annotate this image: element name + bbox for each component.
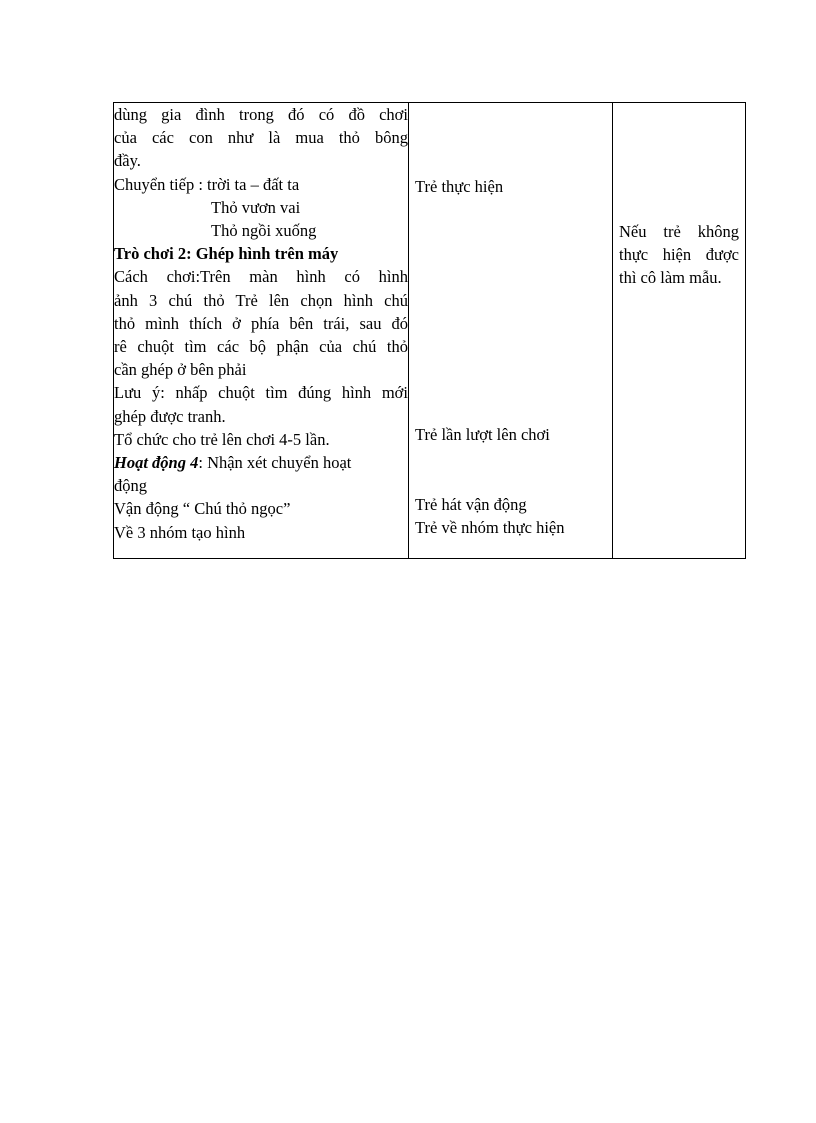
game-heading: Trò chơi 2: Ghép hình trên máy: [114, 244, 339, 264]
activity-line: Thỏ ngồi xuống: [211, 221, 317, 241]
activity-line: của các con như là mua thỏ bông: [114, 128, 408, 148]
activity-line: Vận động “ Chú thỏ ngọc”: [114, 499, 291, 519]
lesson-plan-table: [113, 102, 746, 559]
activity-line: dùng gia đình trong đó có đồ chơi: [114, 105, 408, 124]
activity-line: rê chuột tìm các bộ phận của chú thỏ: [114, 337, 408, 357]
child-activity-cell: [409, 103, 613, 559]
activity-line: Lưu ý: nhấp chuột tìm đúng hình mới: [114, 383, 408, 403]
activity-line: Cách chơi:Trên màn hình có hình: [114, 267, 408, 287]
child-activity-line: Trẻ thực hiện: [415, 177, 504, 196]
activity-line: Về 3 nhóm tạo hình: [114, 522, 246, 542]
note-cell: [613, 103, 746, 559]
activity-line: ảnh 3 chú thỏ Trẻ lên chọn hình chú: [114, 290, 408, 310]
table-row: [114, 103, 746, 559]
activity-line: cần ghép ở bên phải: [114, 360, 247, 380]
child-activity-line: Trẻ hát vận động: [415, 495, 527, 514]
note-text: [619, 220, 739, 290]
activity-line: đầy.: [114, 151, 141, 171]
note-line: thực hiện được: [619, 245, 739, 265]
activity-heading: [114, 451, 408, 474]
activity-line: thỏ mình thích ở phía bên trái, sau đó: [114, 313, 408, 333]
activity-cell: [114, 103, 409, 559]
child-activity-line: Trẻ về nhóm thực hiện: [415, 518, 565, 537]
activity-line: Thỏ vươn vai: [211, 197, 301, 217]
activity-heading-label: Hoạt động 4: [114, 453, 199, 473]
activity-line: ghép được tranh.: [114, 406, 226, 426]
activity-line: động: [114, 476, 147, 496]
activity-line: Chuyển tiếp : trời ta – đất ta: [114, 174, 300, 194]
activity-heading-text: : Nhận xét chuyển hoạt: [198, 453, 352, 473]
child-activity-line: Trẻ lần lượt lên chơi: [415, 425, 550, 444]
note-line: thì cô làm mẫu.: [619, 268, 722, 288]
activity-line: Tổ chức cho trẻ lên chơi 4-5 lần.: [114, 429, 330, 449]
note-line: Nếu trẻ không: [619, 222, 739, 241]
